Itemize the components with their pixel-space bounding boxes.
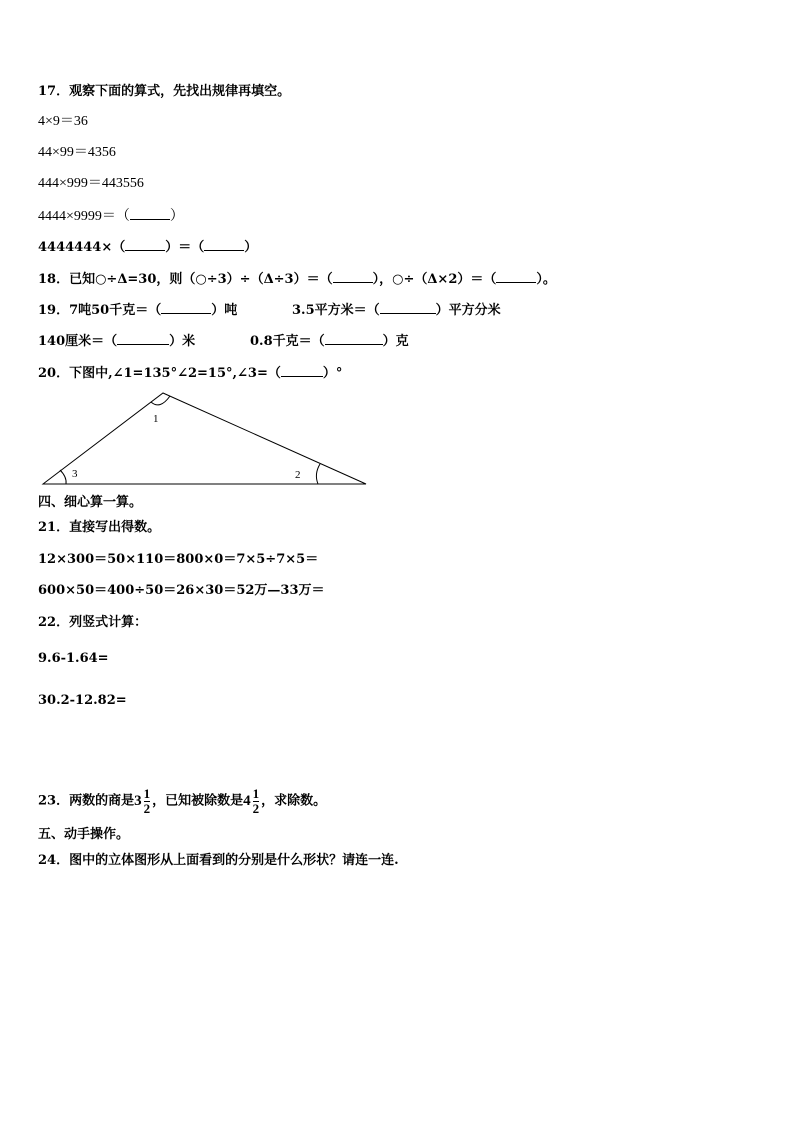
q23-prefix: 23．两数的商是 <box>38 793 135 809</box>
mixed-whole-1: 3 <box>134 793 142 809</box>
q17-eq4-suffix: ） <box>169 209 184 224</box>
angle-label-2: 2 <box>295 469 301 481</box>
q21-item: 400÷50＝ <box>107 583 177 598</box>
q23-line <box>38 784 326 819</box>
q21-row2 <box>38 582 325 600</box>
q21-item: 26×30＝ <box>176 583 237 598</box>
q18-part1: 18．已知○÷Δ=30，则（○÷3）÷（Δ÷3）＝（ <box>38 272 333 287</box>
angle-label-1: 1 <box>153 413 159 425</box>
q17-eq2: 44×99＝4356 <box>38 145 116 160</box>
triangle-diagram <box>0 0 794 500</box>
q21-item: 12×300＝ <box>38 552 108 567</box>
q23-mid: ，已知被除数是 <box>152 793 244 809</box>
fraction-denominator-2: 2 <box>252 800 260 816</box>
q21-item: 52万—33万＝ <box>236 583 325 598</box>
fraction-numerator-1: 1 <box>143 785 151 801</box>
q19-c-suffix: ）米 <box>169 334 196 349</box>
q19-d-prefix: 0.8千克＝（ <box>250 334 325 349</box>
q21-row1 <box>38 551 318 569</box>
q17-eq3: 444×999＝443556 <box>38 176 144 191</box>
q22-item1: 9.6-1.64= <box>38 651 109 666</box>
q18-part3: ）。 <box>536 272 556 287</box>
q19-a-suffix: ）吨 <box>211 303 238 318</box>
q17-eq5-mid: ）＝（ <box>165 240 205 255</box>
mixed-whole-2: 4 <box>243 793 251 809</box>
q20-suffix: ）° <box>322 366 343 381</box>
q22-item2: 30.2-12.82= <box>38 693 127 708</box>
q23-suffix: ，求除数。 <box>261 793 327 809</box>
q21-item: 7×5÷7×5＝ <box>236 552 319 567</box>
q22-title: 22．列竖式计算： <box>38 615 148 630</box>
angle-label-3: 3 <box>72 468 78 480</box>
q19-b-prefix: 3.5平方米＝（ <box>292 303 380 318</box>
q19-b-suffix: ）平方分米 <box>435 303 501 318</box>
fraction-numerator-2: 1 <box>252 785 260 801</box>
q21-item: 600×50＝ <box>38 583 108 598</box>
q17-eq5-prefix: 4444444×（ <box>38 240 126 255</box>
q19-a-prefix: 19．7吨50千克＝（ <box>38 303 162 318</box>
section-4-heading: 四、细心算一算。 <box>38 495 143 510</box>
angle-arc-2 <box>316 464 320 484</box>
q19-c-prefix: 140厘米＝（ <box>38 334 118 349</box>
q24-title: 24．图中的立体图形从上面看到的分别是什么形状？请连一连. <box>38 853 399 868</box>
fraction-denominator-1: 2 <box>143 800 151 816</box>
angle-arc-3 <box>60 470 66 484</box>
q20-prefix: 20．下图中,∠1=135°∠2=15°,∠3=（ <box>38 366 281 381</box>
mixed-number-1 <box>134 784 152 818</box>
q17-eq1: 4×9＝36 <box>38 114 88 129</box>
q21-title: 21．直接写出得数。 <box>38 520 161 535</box>
q17-eq4-prefix: 4444×9999＝（ <box>38 209 130 224</box>
q21-item: 50×110＝ <box>107 552 177 567</box>
q17-title: 17．观察下面的算式，先找出规律再填空。 <box>38 84 291 99</box>
section-5-heading: 五、动手操作。 <box>38 827 130 842</box>
q21-item: 800×0＝ <box>176 552 237 567</box>
mixed-number-2 <box>243 784 261 818</box>
q19-d-suffix: ）克 <box>382 334 409 349</box>
q18-part2: ），○÷（Δ×2）＝（ <box>372 272 497 287</box>
q17-eq5-suffix: ） <box>244 240 258 255</box>
